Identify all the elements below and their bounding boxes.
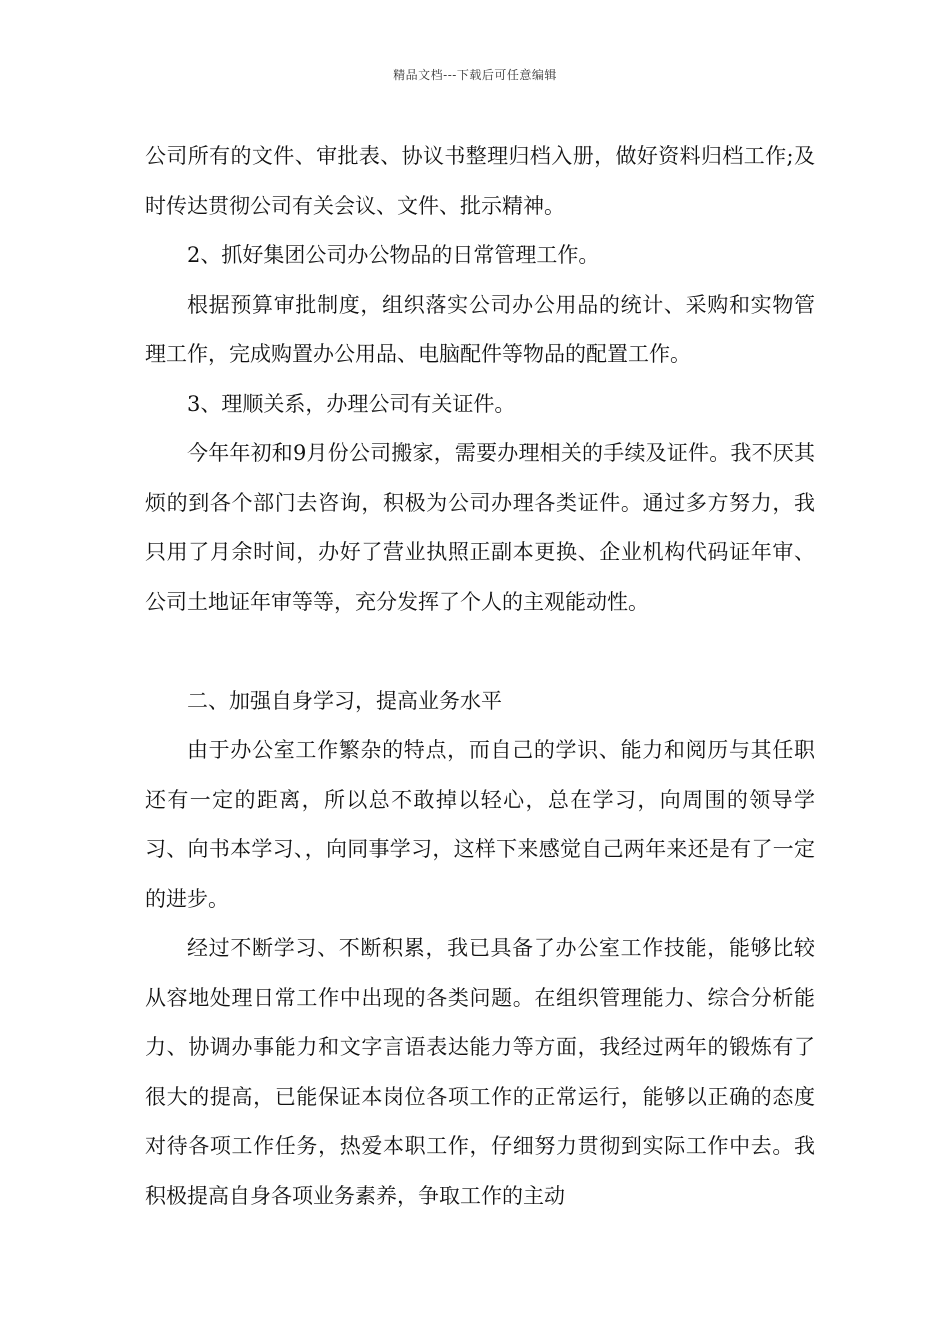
- page-header: 精品文档---下载后可任意编辑: [393, 68, 557, 82]
- paragraph-item-2-body: 根据预算审批制度，组织落实公司办公用品的统计、采购和实物管理工作，完成购置办公用品、电脑配件等物品的配置工作。: [145, 292, 815, 366]
- paragraph-item-2-heading: 2、抓好集团公司办公物品的日常管理工作。: [187, 243, 600, 267]
- paragraph-item-3-body: 今年年初和9月份公司搬家，需要办理相关的手续及证件。我不厌其烦的到各个部门去咨询，积极为公司办理各类证件。通过多方努力，我只用了月余时间，办好了营业执照正副本更换、企业机构代码证年审、公司土地证年审等等，充分发挥了个人的主观能动性。: [145, 441, 815, 614]
- paragraph-section-two-body-2: 经过不断学习、不断积累，我已具备了办公室工作技能，能够比较从容地处理日常工作中出现的各类问题。在组织管理能力、综合分析能力、协调办事能力和文字言语表达能力等方面，我经过两年的锻炼有了很大的提高，已能保证本岗位各项工作的正常运行，能够以正确的态度对待各项工作任务，热爱本职工作，仔细努力贯彻到实际工作中去。我积极提高自身各项业务素养，争取工作的主动: [145, 936, 815, 1208]
- paragraph-section-two-body-1: 由于办公室工作繁杂的特点，而自己的学识、能力和阅历与其任职还有一定的距离，所以总不敢掉以轻心，总在学习，向周围的领导学习、向书本学习、，向同事学习，这样下来感觉自己两年来还是有了一定的进步。: [145, 738, 815, 911]
- section-heading-two: 二、加强自身学习，提高业务水平: [187, 688, 502, 713]
- paragraph-continuation: 公司所有的文件、审批表、协议书整理归档入册，做好资料归档工作;及时传达贯彻公司有关会议、文件、批示精神。: [145, 144, 815, 218]
- document-body: [145, 132, 815, 1221]
- section-spacer: [145, 627, 815, 677]
- paragraph-item-3-heading: 3、理顺关系，办理公司有关证件。: [187, 391, 516, 416]
